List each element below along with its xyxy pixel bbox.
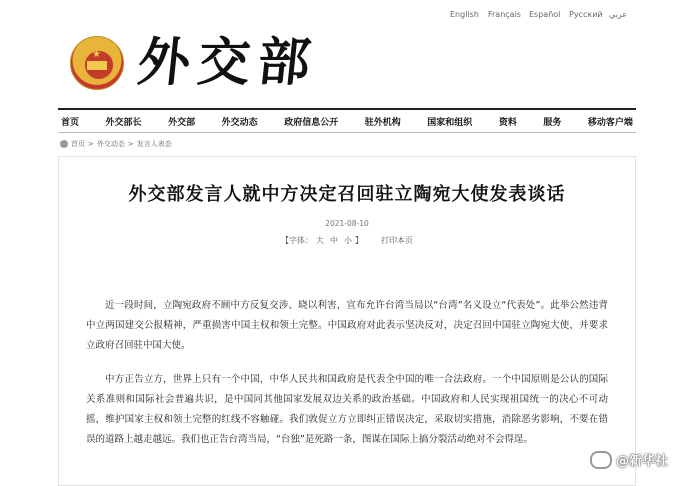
article-paragraph: 近一段时间，立陶宛政府不顾中方反复交涉、晓以利害，宣布允许台湾当局以“台湾”名义设立“代表处”。此举公然违背中立两国建交公报精神，严重损害中国主权和领土完整。中国政府对此表示坚决反对，决定召回中国驻立陶宛大使，并要求立政府召回驻中国大使。 [86, 300, 608, 351]
site-logo-calligraphy[interactable]: 外交部 [134, 32, 322, 93]
nav-item-mobile-client[interactable]: 移动客户端 [587, 117, 633, 128]
breadcrumb-spokesperson[interactable]: 发言人表态 [136, 140, 172, 148]
nav-item-missions-abroad[interactable]: 驻外机构 [364, 117, 401, 128]
xinhua-watermark [590, 450, 668, 469]
main-nav [58, 110, 636, 132]
breadcrumb-separator: > [127, 140, 134, 148]
nav-item-minister[interactable]: 外交部长 [105, 117, 142, 128]
breadcrumb-home[interactable]: 首页 [71, 140, 85, 148]
nav-item-home[interactable]: 首页 [61, 117, 80, 128]
article-tools [58, 235, 636, 246]
home-icon [60, 140, 68, 148]
nav-item-open-government[interactable]: 政府信息公开 [284, 117, 339, 128]
lang-arabic[interactable]: عربي [609, 10, 628, 19]
article-title: 外交部发言人就中方决定召回驻立陶宛大使发表谈话 [128, 184, 566, 205]
watermark-text: @新华社 [616, 454, 669, 469]
font-size-small[interactable]: 小 [344, 236, 352, 245]
lang-russian[interactable]: Русский [569, 10, 603, 19]
nav-item-diplomatic-news[interactable]: 外交动态 [221, 117, 258, 128]
breadcrumb-diplomatic-news[interactable]: 外交动态 [96, 140, 125, 148]
weibo-icon [590, 451, 612, 469]
print-page-link[interactable]: 打印本页 [381, 236, 413, 245]
font-size-medium[interactable]: 中 [330, 236, 338, 245]
nav-item-services[interactable]: 服务 [543, 117, 562, 128]
breadcrumb [60, 139, 172, 149]
article-date: 2021-08-10 [325, 219, 369, 228]
font-size-close: 】 [355, 236, 363, 245]
lang-french[interactable]: Français [488, 10, 521, 19]
nav-item-ministry[interactable]: 外交部 [168, 117, 196, 128]
lang-english[interactable]: English [450, 10, 479, 19]
nav-bottom-rule [58, 132, 636, 133]
font-size-label: 【字体： [281, 236, 313, 245]
lang-spanish[interactable]: Español [529, 10, 561, 19]
nav-item-countries-orgs[interactable]: 国家和组织 [427, 117, 473, 128]
national-emblem-icon: ★ [70, 36, 124, 90]
font-size-large[interactable]: 大 [316, 236, 324, 245]
breadcrumb-separator: > [88, 140, 94, 148]
article-paragraph: 中方正告立方，世界上只有一个中国，中华人民共和国政府是代表全中国的唯一合法政府。一个中国原则是公认的国际关系准则和国际社会普遍共识，是中国同其他国家发展双边关系的政治基础。中国政府和人民实现祖国统一的决心不可动摇，维护国家主权和领土完整的红线不容触碰。我们敦促立方立即纠正错误决定，采取切实措施，消除恶劣影响，不要在错误的道路上越走越远。我们也正告台湾当局，“台独”是死路一条，图谋在国际上搞分裂活动绝对不会得逞。 [86, 374, 608, 445]
nav-item-resources[interactable]: 资料 [498, 117, 517, 128]
